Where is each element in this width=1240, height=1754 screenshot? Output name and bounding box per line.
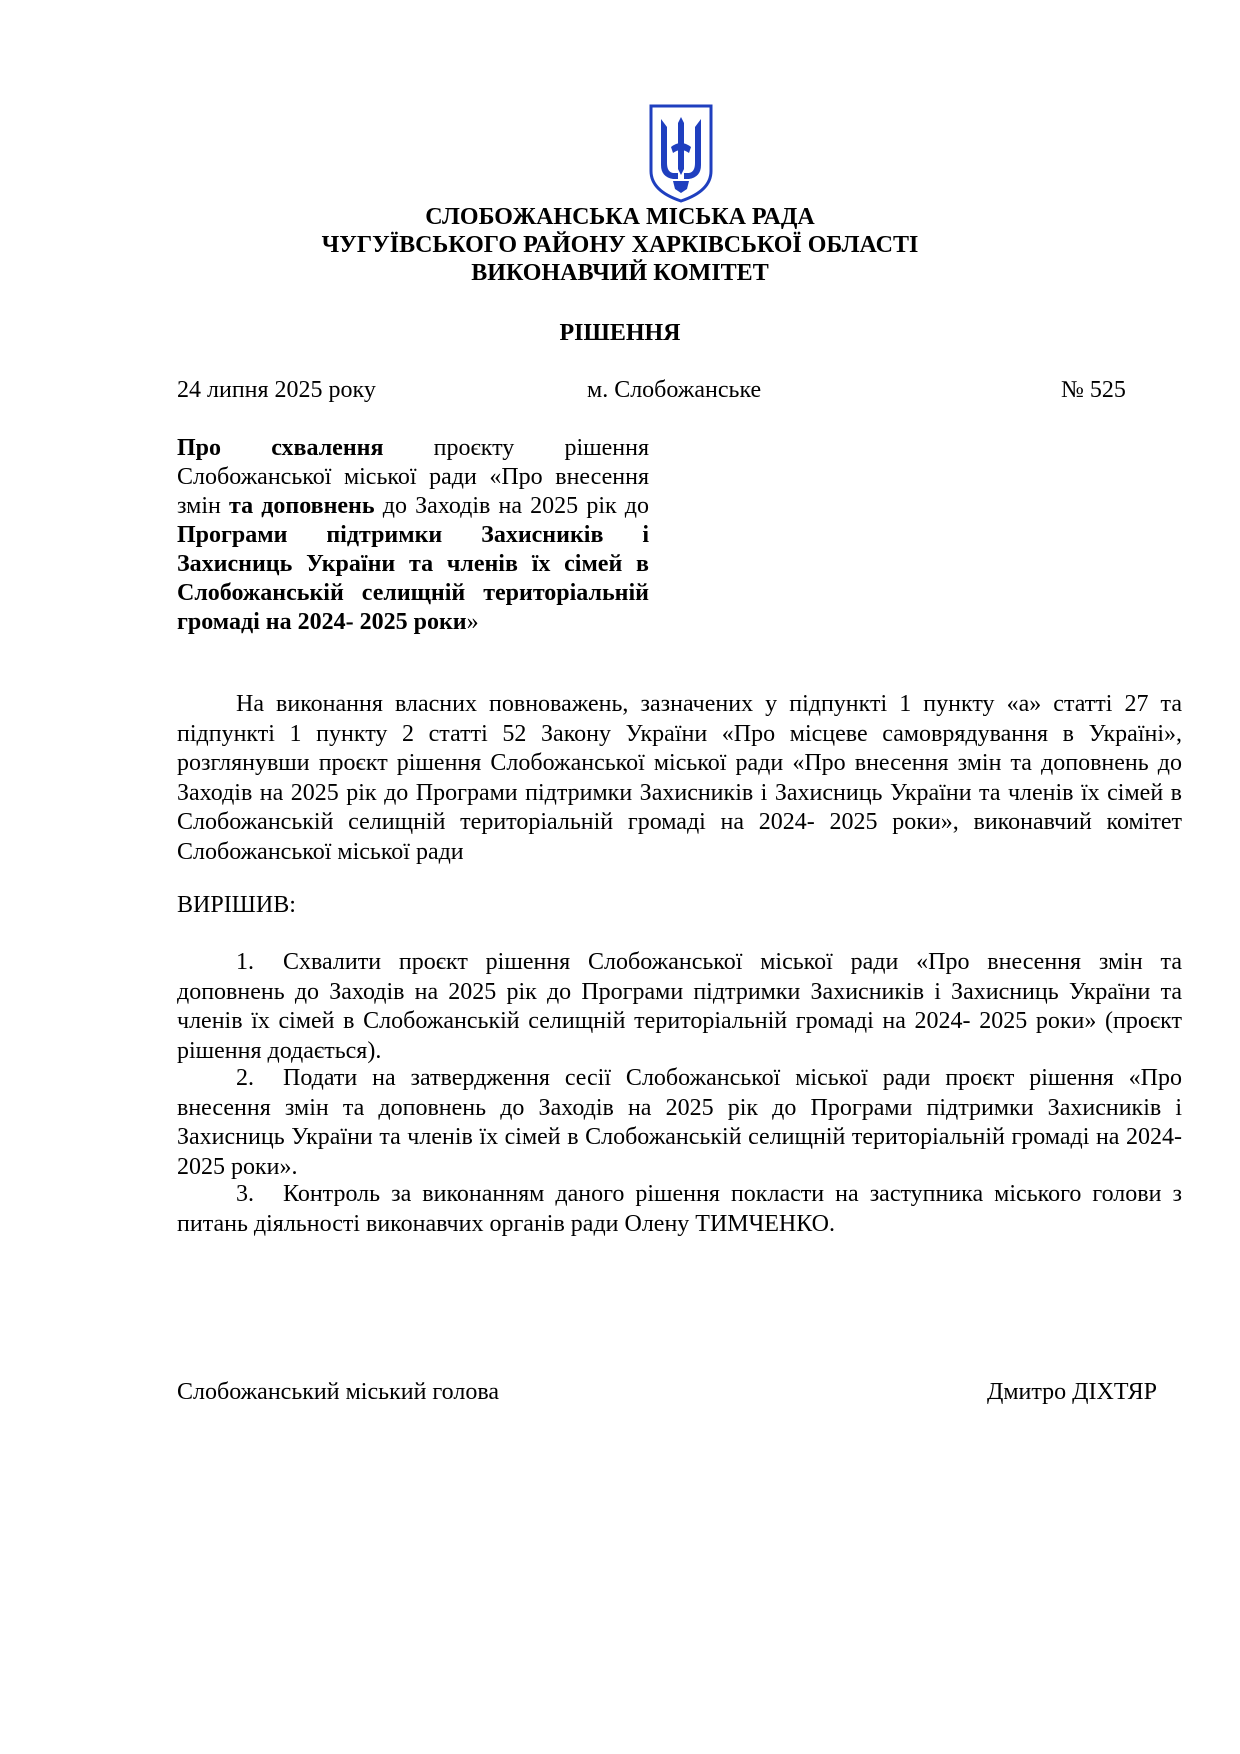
signatory-position: Слобожанський міський голова [177, 1379, 499, 1405]
committee-name: ВИКОНАВЧИЙ КОМІТЕТ [471, 260, 769, 286]
resolution-item [177, 1180, 1182, 1239]
item-text: Схвалити проєкт рішення Слобожанської міської ради «Про внесення змін та доповнень до Заходів на 2025 рік до Програми підтримки Захисників і Захисниць України та членів їх сімей в Слобожанській селищній територіальній громаді на 2024- 2025 роки» (проєкт рішення додається). [177, 949, 1182, 1064]
resolved-label: ВИРІШИВ: [177, 892, 296, 918]
decision-city: м. Слобожанське [587, 377, 762, 403]
subject-part: » [466, 609, 479, 635]
ukraine-trident-icon [647, 103, 715, 204]
subject-part: до Заходів на 2025 рік до [374, 493, 650, 519]
item-number: 3. [236, 1181, 254, 1207]
resolution-item [177, 948, 1182, 1066]
decision-subject [177, 434, 649, 637]
subject-part: Програми підтримки Захисників і Захисниць України та членів їх сімей в Слобожанській селищній територіальній громаді на 2024- 2025 роки [177, 522, 649, 635]
item-number: 1. [236, 949, 254, 975]
resolution-item [177, 1064, 1182, 1182]
document-type: РІШЕННЯ [559, 320, 681, 346]
item-number: 2. [236, 1065, 254, 1091]
decision-date: 24 липня 2025 року [177, 377, 376, 403]
decision-number: № 525 [1061, 377, 1126, 403]
preamble-paragraph: На виконання власних повноважень, зазначених у підпункті 1 пункту «а» статті 27 та підпункті 1 пункту 2 статті 52 Закону України «Про місцеве самоврядування в Україні», розглянувши проєкт рішення Слобожанської міської ради «Про внесення змін та доповнень до Заходів на 2025 рік до Програми підтримки Захисників і Захисниць України та членів їх сімей в Слобожанській селищній територіальній громаді на 2024- 2025 роки», виконавчий комітет Слобожанської міської ради [177, 691, 1182, 865]
signatory-name: Дмитро ДІХТЯР [987, 1379, 1157, 1405]
district-name: ЧУГУЇВСЬКОГО РАЙОНУ ХАРКІВСЬКОЇ ОБЛАСТІ [321, 232, 919, 258]
subject-part: та доповнень [229, 493, 375, 519]
item-text: Подати на затвердження сесії Слобожанської міської ради проєкт рішення «Про внесення змін та доповнень до Заходів на 2025 рік до Програми підтримки Захисників і Захисниць України та членів їх сімей в Слобожанській селищній територіальній громаді на 2024- 2025 роки». [177, 1065, 1182, 1180]
item-text: Контроль за виконанням даного рішення покласти на заступника міського голови з питань діяльності виконавчих органів ради Олену ТИМЧЕНКО. [177, 1181, 1182, 1237]
subject-part: проєкту рішення Слобожанської міської ради «Про внесення змін [177, 435, 650, 519]
subject-part: Про схвалення [177, 435, 384, 461]
council-name: СЛОБОЖАНСЬКА МІСЬКА РАДА [425, 204, 815, 230]
